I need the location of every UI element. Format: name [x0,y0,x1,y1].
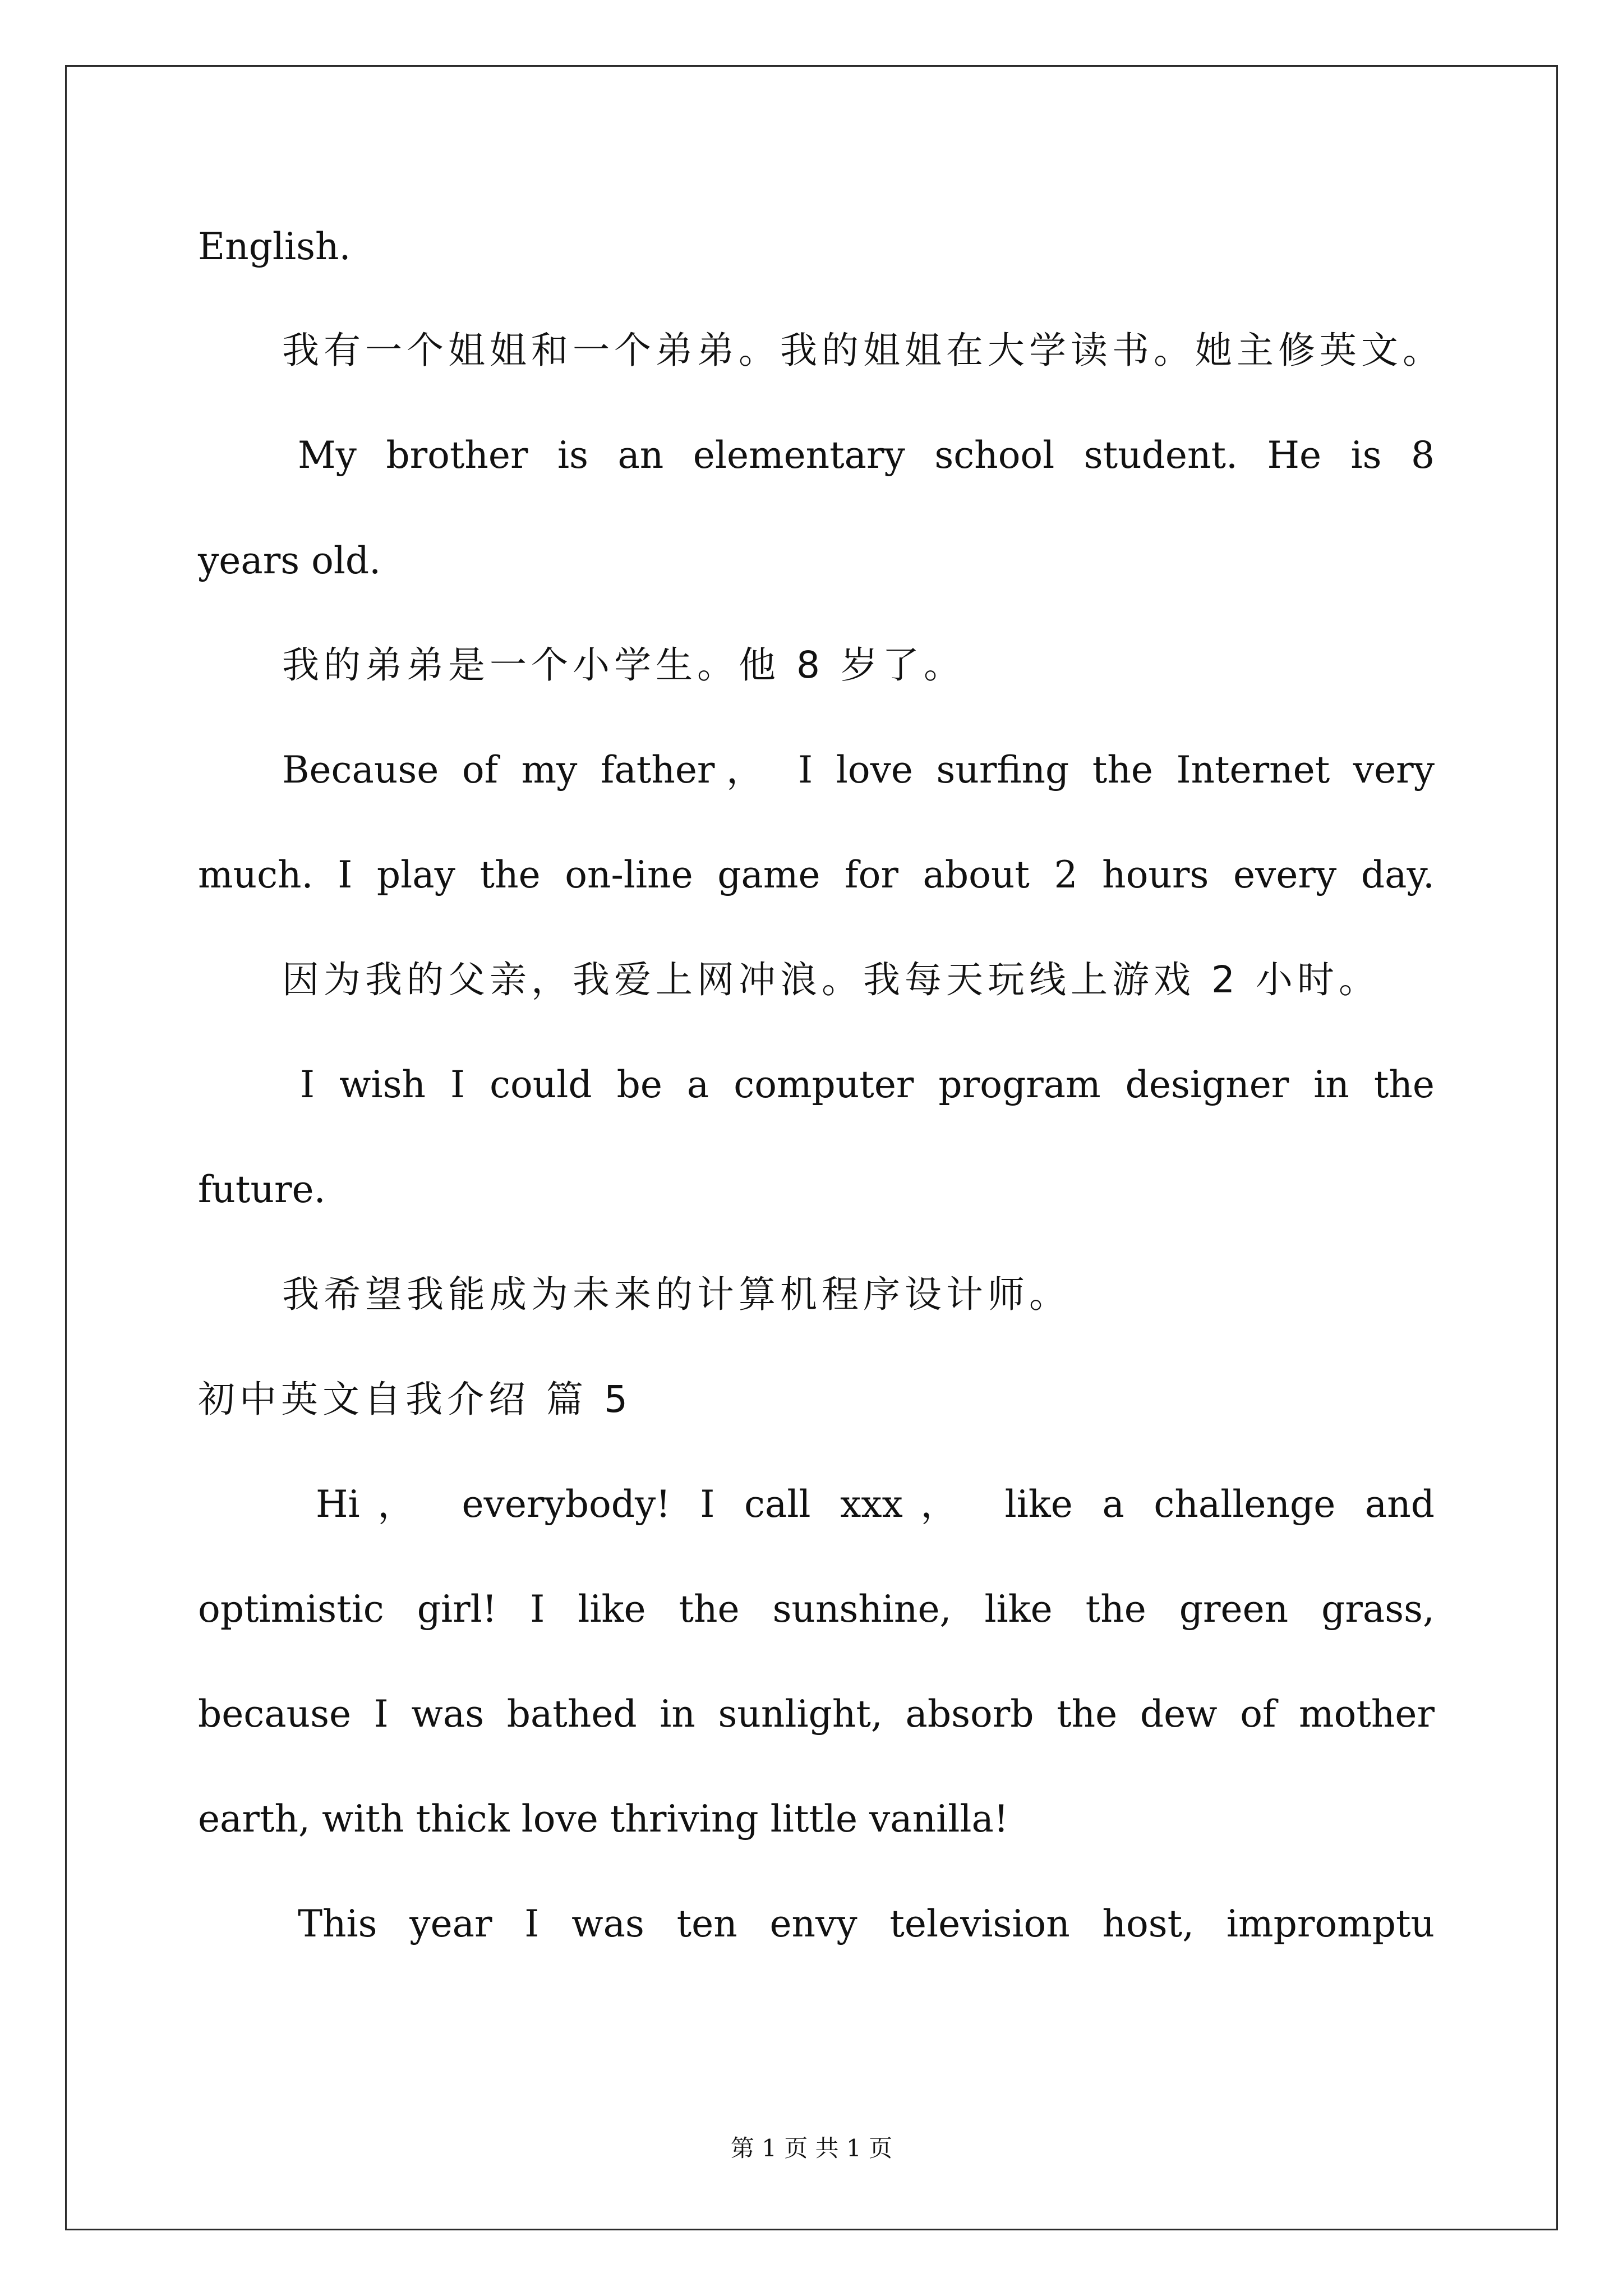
page-footer: 第 1 页 共 1 页 [730,2134,893,2162]
text-line: earth, with thick love thriving little vanilla! [198,1797,1009,1841]
text-line: Hi， everybody! I call xxx， like a challenge and [316,1483,1435,1526]
text-line: English. [198,225,351,268]
text-line: Because of my father， I love surfing the Internet very [282,748,1435,792]
text-line: optimistic girl! I like the sunshine, like the green grass, [198,1588,1435,1631]
text-line: much. I play the on-line game for about 2 hours every day. [198,853,1435,896]
text-line: My brother is an elementary school student. He is 8 [298,434,1435,477]
text-line: 因为我的父亲，我爱上网冲浪。我每天玩线上游戏 2 小时。 [282,958,1380,1001]
text-line: This year I was ten envy television host, impromptu [298,1902,1435,1945]
text-line: years old. [198,539,381,582]
text-line: 我希望我能成为未来的计算机程序设计师。 [282,1273,1071,1316]
text-line: I wish I could be a computer program designer in the [300,1063,1435,1106]
section-heading: 初中英文自我介绍 篇 5 [198,1378,632,1421]
text-line: future. [198,1168,326,1211]
text-line: because I was bathed in sunlight, absorb the dew of mother [198,1692,1435,1736]
text-line: 我有一个姐姐和一个弟弟。我的姐姐在大学读书。她主修英文。 [282,329,1444,372]
text-line: 我的弟弟是一个小学生。他 8 岁了。 [282,643,965,687]
